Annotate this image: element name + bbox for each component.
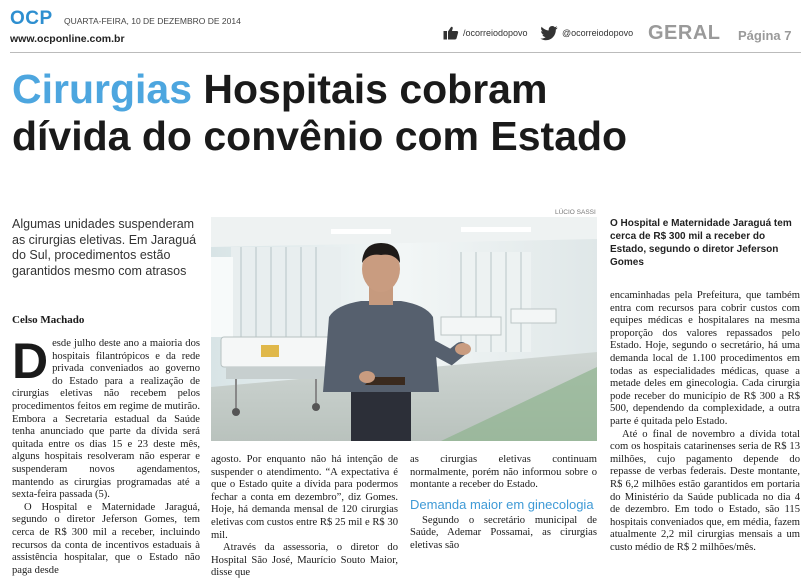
article-deck: Algumas unidades suspenderam as cirurgias eletivas. Em Jaraguá do Sul, procedimentos estão garantidos mesmo com atrasos bbox=[12, 217, 197, 278]
newspaper-logo: OCP bbox=[10, 8, 53, 29]
article-subhead: Demanda maior em ginecologia bbox=[410, 496, 594, 512]
paragraph: Até o final de novembro a dívida total com os hospitais catarinenses seria de R$ 13 milhões, cujo pagamento depende do repasse de verbas federais. Deste montante, R$ 6,2 milhões estão garantidos em portaria do Ministério da Saúde publicada no dia 4 de dezembro. Em todo o Estado, são 115 hospitais conveniados que, em média, fazem atualmente 2,2 mil cirurgias mensais a um custo médio de R$ 2 milhões/mês. bbox=[610, 428, 800, 553]
article-column-1 bbox=[12, 333, 200, 576]
paragraph bbox=[12, 333, 200, 502]
article-column-3 bbox=[410, 454, 597, 559]
article-column-2 bbox=[211, 454, 398, 579]
headline-line1: Hospitais cobram bbox=[203, 66, 548, 112]
facebook-link[interactable] bbox=[443, 26, 528, 40]
author-byline: Celso Machado bbox=[12, 314, 85, 326]
twitter-handle: @ocorreiodopovo bbox=[562, 28, 634, 38]
twitter-link[interactable] bbox=[540, 26, 633, 40]
thumbs-up-icon bbox=[443, 26, 459, 40]
drop-cap: D bbox=[12, 333, 49, 389]
issue-date: QUARTA-FEIRA, 10 DE DEZEMBRO DE 2014 bbox=[64, 16, 241, 26]
headline-kicker: Cirurgias bbox=[12, 66, 192, 112]
headline-line2: dívida do convênio com Estado bbox=[12, 113, 628, 159]
paragraph: Através da assessoria, o diretor do Hospital São José, Maurício Souto Maior, disse que bbox=[211, 542, 398, 579]
facebook-handle: /ocorreiodopovo bbox=[463, 28, 528, 38]
paragraph: agosto. Por enquanto não há intenção de suspender o atendimento. “A expectativa é que o Estado quite a dívida para podermos fechar a conta em dezembro”, diz Gomes. Hoje, há demanda mensal de 120 cirurgias eletivas com custos entre R$ 25 mil e R$ 30 mil. bbox=[211, 454, 398, 541]
paragraph: as cirurgias eletivas continuam normalmente, porém não informou sobre o montante a receber do Estado. bbox=[410, 454, 597, 491]
website-link[interactable]: www.ocponline.com.br bbox=[10, 33, 125, 45]
photo-caption: O Hospital e Maternidade Jaraguá tem cerca de R$ 300 mil a receber do Estado, segundo o diretor Jeferson Gomes bbox=[610, 218, 792, 268]
paragraph: O Hospital e Maternidade Jaraguá, segundo o diretor Jeferson Gomes, tem cerca de R$ 300 mil a receber, incluindo recursos da conta de incentivos estaduais à assistência hospitalar, que o Estado não paga desde bbox=[12, 501, 200, 576]
headline bbox=[12, 66, 807, 160]
twitter-bird-icon bbox=[540, 26, 558, 40]
article-photo bbox=[211, 217, 597, 441]
masthead-divider bbox=[10, 52, 801, 53]
hospital-room-illustration bbox=[211, 217, 597, 441]
page-number: Página 7 bbox=[738, 28, 792, 43]
section-label: GERAL bbox=[648, 22, 721, 44]
paragraph: Segundo o secretário municipal de Saúde, Ademar Possamai, as cirurgias eletivas são bbox=[410, 514, 597, 551]
paragraph-text: esde julho deste ano a maioria dos hospitais filantrópicos e da rede privada conveniados ao governo do Estado para a realização de cirurgias eletivas não recebem pelos procedimentos feitos em regime de mutirão. Embora a Secretaria estadual da Saúde tenha anunciado que parte da dívida será quitada entre os dias 15 e 23 deste mês, alguns hospitais resolveram não esperar e suspenderam novos agendamentos, mantendo as cirurgias programadas até a sexta-feira passada (5). bbox=[12, 338, 200, 501]
paragraph: encaminhadas pela Prefeitura, que também entra com recursos para cobrir custos com equipes médicas e hospitalares na mesma proporção dos valores repassados pelo Estado. Hoje, segundo o secretário, há uma demanda local de 1.100 procedimentos em todas as especialidades médicas, quase a metade deles em ginecologia. Cada cirurgia pode receber do município de R$ 300 a R$ 500, dependendo da complexidade, a outra parte é quitada pelo Estado. bbox=[610, 290, 800, 427]
photo-credit: LÚCIO SASSI bbox=[555, 209, 596, 216]
article-column-4 bbox=[610, 290, 800, 559]
